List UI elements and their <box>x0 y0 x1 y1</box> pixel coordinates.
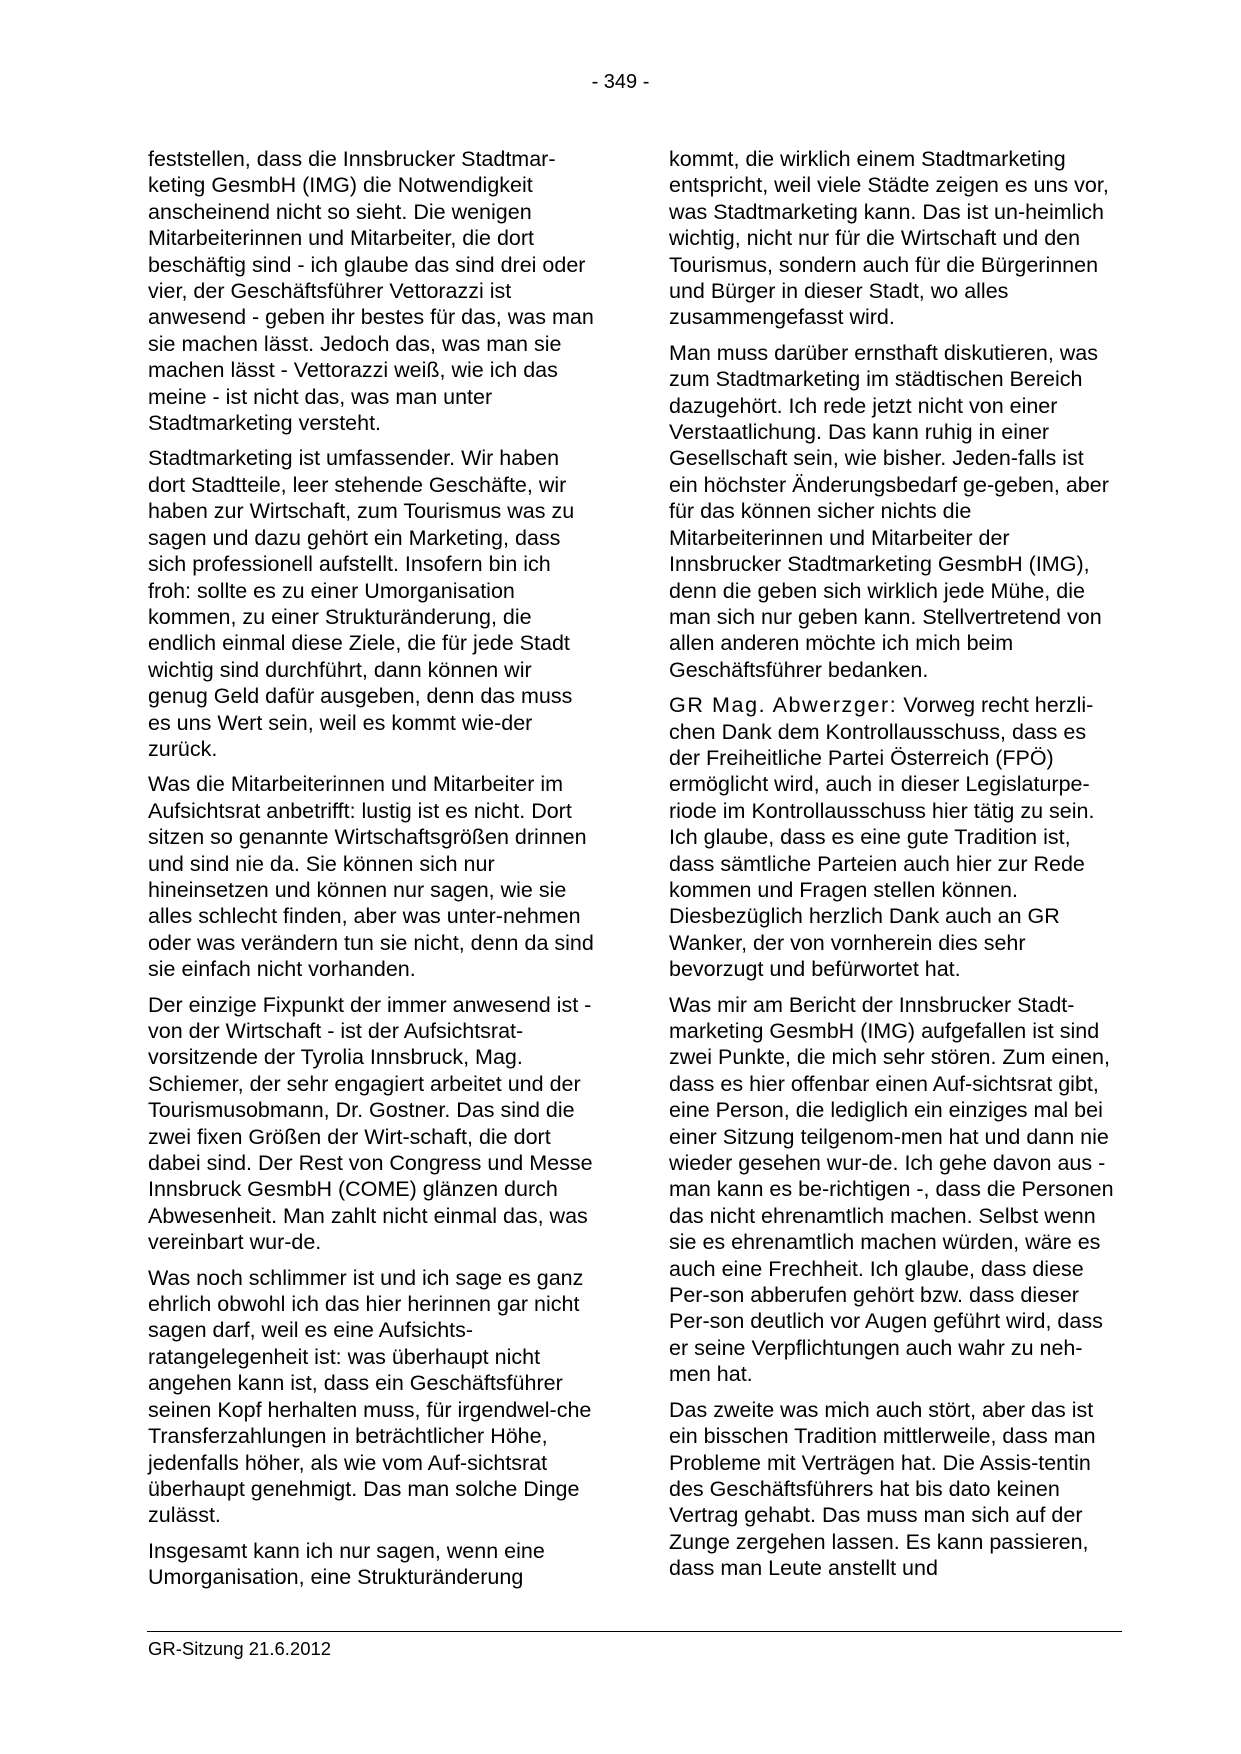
right-column <box>669 146 1117 1591</box>
footer-divider <box>147 1631 1122 1632</box>
paragraph: Was noch schlimmer ist und ich sage es ganz ehrlich obwohl ich das hier herinnen gar nicht sagen darf, weil es eine Aufsichts-ratangelegenheit ist: was überhaupt nicht angehen kann ist, dass ein Geschäftsführer seinen Kopf herhalten muss, für irgendwel-che Transferzahlungen in beträchtlicher Höhe, jedenfalls höher, als wie vom Auf-sichtsrat überhaupt genehmigt. Das man solche Dinge zulässt. <box>148 1265 592 1528</box>
paragraph: Der einzige Fixpunkt der immer anwesend ist - von der Wirtschaft - ist der Aufsichtsrat-vorsitzende der Tyrolia Innsbruck, Mag. Schiemer, der sehr engagiert arbeitet und der Tourismusobmann, Dr. Gostner. Das sind die zwei fixen Größen der Wirt-schaft, die dort dabei sind. Der Rest von Congress und Messe Innsbruck GesmbH (COME) glänzen durch Abwesenheit. Man zahlt nicht einmal das, was vereinbart wur-de. <box>148 992 593 1255</box>
speech-text: Vorweg recht herzli-chen Dank dem Kontrollausschuss, dass es der Freiheitliche Partei Österreich (FPÖ) ermöglicht wird, auch in dieser Legislaturpe-riode im Kontrollausschuss hier tätig zu sein. Ich glaube, dass es eine gute Tradition ist, dass sämtliche Parteien auch hier zur Rede kommen und Fragen stellen können. Diesbezüglich herzlich Dank auch an GR Wanker, der von vornherein dies sehr bevorzugt und befürwortet hat. <box>669 693 1095 982</box>
paragraph: Was mir am Bericht der Innsbrucker Stadt-marketing GesmbH (IMG) aufgefallen ist sind zwei Punkte, die mich sehr stören. Zum einen, dass es hier offenbar einen Auf-sichtsrat gibt, eine Person, die lediglich ein einziges mal bei einer Sitzung teilgenom-men hat und dann nie wieder gesehen wur-de. Ich gehe davon aus - man kann es be-richtigen -, dass die Personen das nicht ehrenamtlich machen. Selbst wenn sie es ehrenamtlich machen würden, wäre es auch eine Frechheit. Ich glaube, dass diese Per-son abberufen gehört bzw. dass dieser Per-son deutlich vor Augen geführt wird, dass er seine Verpflichtungen auch wahr zu neh-men hat. <box>669 992 1114 1387</box>
paragraph: Insgesamt kann ich nur sagen, wenn eine Umorganisation, eine Strukturänderung <box>148 1538 545 1590</box>
speaker-name: GR Mag. Abwerzger: <box>669 693 898 718</box>
paragraph: feststellen, dass die Innsbrucker Stadtmar-keting GesmbH (IMG) die Notwendigkeit anscheinend nicht so sieht. Die wenigen Mitarbeiterinnen und Mitarbeiter, die dort beschäftig sind - ich glaube das sind drei oder vier, der Geschäftsführer Vettorazzi ist anwesend - geben ihr bestes für das, was man sie machen lässt. Jedoch das, was man sie machen lässt - Vettorazzi weiß, wie ich das meine - ist nicht das, was man unter Stadtmarketing versteht. <box>148 147 594 436</box>
paragraph: Was die Mitarbeiterinnen und Mitarbeiter im Aufsichtsrat anbetrifft: lustig ist es nicht. Dort sitzen so genannte Wirtschaftsgrößen drinnen und sind nie da. Sie können sich nur hineinsetzen und können nur sagen, wie sie alles schlecht finden, aber was unter-nehmen oder was verändern tun sie nicht, denn da sind sie einfach nicht vorhanden. <box>148 772 594 982</box>
paragraph: Man muss darüber ernsthaft diskutieren, was zum Stadtmarketing im städtischen Bereich dazugehört. Ich rede jetzt nicht von einer Verstaatlichung. Das kann ruhig in einer Gesellschaft sein, wie bisher. Jeden-falls ist ein höchster Änderungsbedarf ge-geben, aber für das können sicher nichts die Mitarbeiterinnen und Mitarbeiter der Innsbrucker Stadtmarketing GesmbH (IMG), denn die geben sich wirklich jede Mühe, die man sich nur geben kann. Stellvertretend von allen anderen möchte ich mich beim Geschäftsführer bedanken. <box>669 340 1109 682</box>
footer-session-date: GR-Sitzung 21.6.2012 <box>148 1638 332 1659</box>
paragraph: Das zweite was mich auch stört, aber das ist ein bisschen Tradition mittlerweile, dass man Probleme mit Verträgen hat. Die Assis-tentin des Geschäftsführers hat bis dato keinen Vertrag gehabt. Das muss man sich auf der Zunge zergehen lassen. Es kann passieren, dass man Leute anstellt und <box>669 1397 1096 1581</box>
speech-paragraph <box>669 692 1117 982</box>
paragraph: Stadtmarketing ist umfassender. Wir haben dort Stadtteile, leer stehende Geschäfte, wir haben zur Wirtschaft, zum Tourismus was zu sagen und dazu gehört ein Marketing, dass sich professionell aufstellt. Insofern bin ich froh: sollte es zu einer Umorganisation kommen, zu einer Strukturänderung, die endlich einmal diese Ziele, die für jede Stadt wichtig sind durchführt, dann können wir genug Geld dafür ausgeben, denn das muss es uns Wert sein, weil es kommt wie-der zurück. <box>148 446 575 761</box>
paragraph: kommt, die wirklich einem Stadtmarketing entspricht, weil viele Städte zeigen es uns vor, was Stadtmarketing kann. Das ist un-heimlich wichtig, nicht nur für die Wirtschaft und den Tourismus, sondern auch für die Bürgerinnen und Bürger in dieser Stadt, wo alles zusammengefasst wird. <box>669 147 1109 330</box>
left-column <box>148 146 596 1600</box>
page-number: - 349 - <box>591 71 650 93</box>
